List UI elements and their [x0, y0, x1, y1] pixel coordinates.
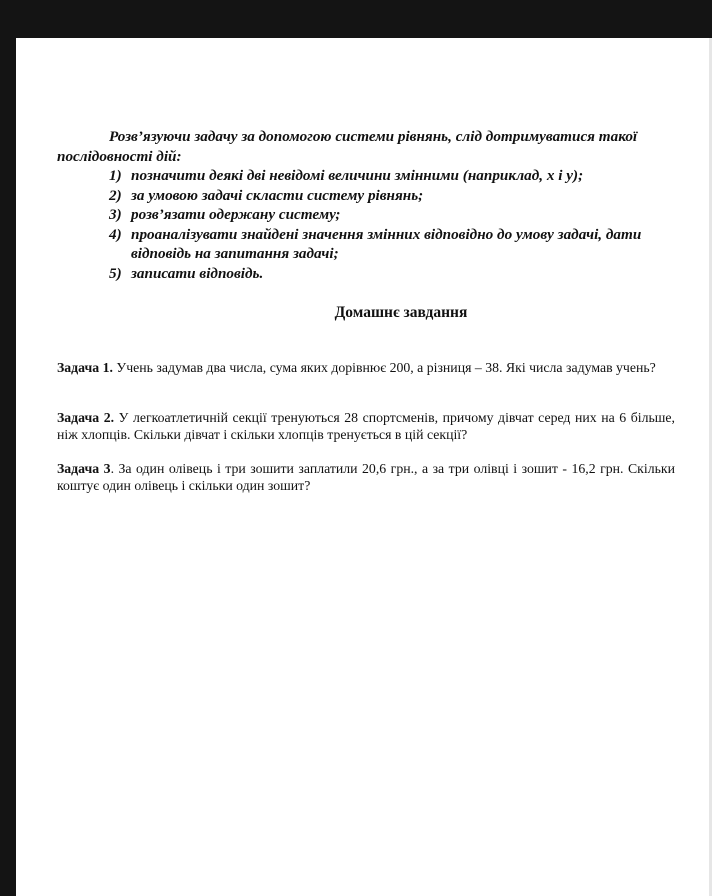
step-text: за умовою задачі скласти систему рівнянь;: [131, 186, 424, 204]
step-item: [57, 225, 675, 264]
step-text: позначити деякі дві невідомі величини змінними (наприклад, x і y);: [131, 167, 584, 184]
task-text: Учень задумав два числа, сума яких дорівнює 200, а різниця – 38. Які числа задумав учень?: [112, 360, 656, 375]
task-label: Задача 1.: [57, 360, 113, 375]
step-number: 1): [109, 167, 122, 184]
step-item: [57, 186, 675, 206]
step-item: [57, 205, 675, 225]
task-2: [57, 409, 675, 444]
step-number: 5): [109, 264, 122, 282]
step-number: 2): [109, 186, 122, 204]
step-item: [57, 264, 675, 284]
task-1: [57, 359, 675, 376]
step-text: розв’язати одержану систему;: [131, 206, 341, 223]
task-text: . За один олівець і три зошити заплатили 20,6 грн., а за три олівці і зошит - 16,2 грн. Скільки коштує один олівець і скільки один зошит?: [57, 461, 675, 494]
step-item: [57, 166, 675, 186]
step-text: проаналізувати знайдені значення змінних відповідно до умову задачі, дати відповідь на запитання задачі;: [131, 225, 642, 262]
document-page: [16, 38, 712, 896]
task-label: Задача 2.: [57, 410, 115, 425]
task-text: У легкоатлетичній секції тренуються 28 спортсменів, причому дівчат серед них на 6 більше, ніж хлопців. Скільки дівчат і скільки хлопців тренується в цій секції?: [57, 410, 675, 443]
steps-list: [57, 166, 675, 283]
task-label: Задача 3: [57, 461, 111, 476]
homework-title: Домашнє завдання: [334, 304, 468, 321]
step-number: 4): [109, 225, 122, 243]
step-number: 3): [109, 206, 122, 223]
task-3: [57, 460, 675, 495]
step-text: записати відповідь.: [131, 264, 264, 282]
instructions-block: [57, 127, 675, 283]
instructions-lead: Розв’язуючи задачу за допомогою системи рівнянь, слід дотримуватися такої послідовності дій:: [57, 128, 638, 165]
